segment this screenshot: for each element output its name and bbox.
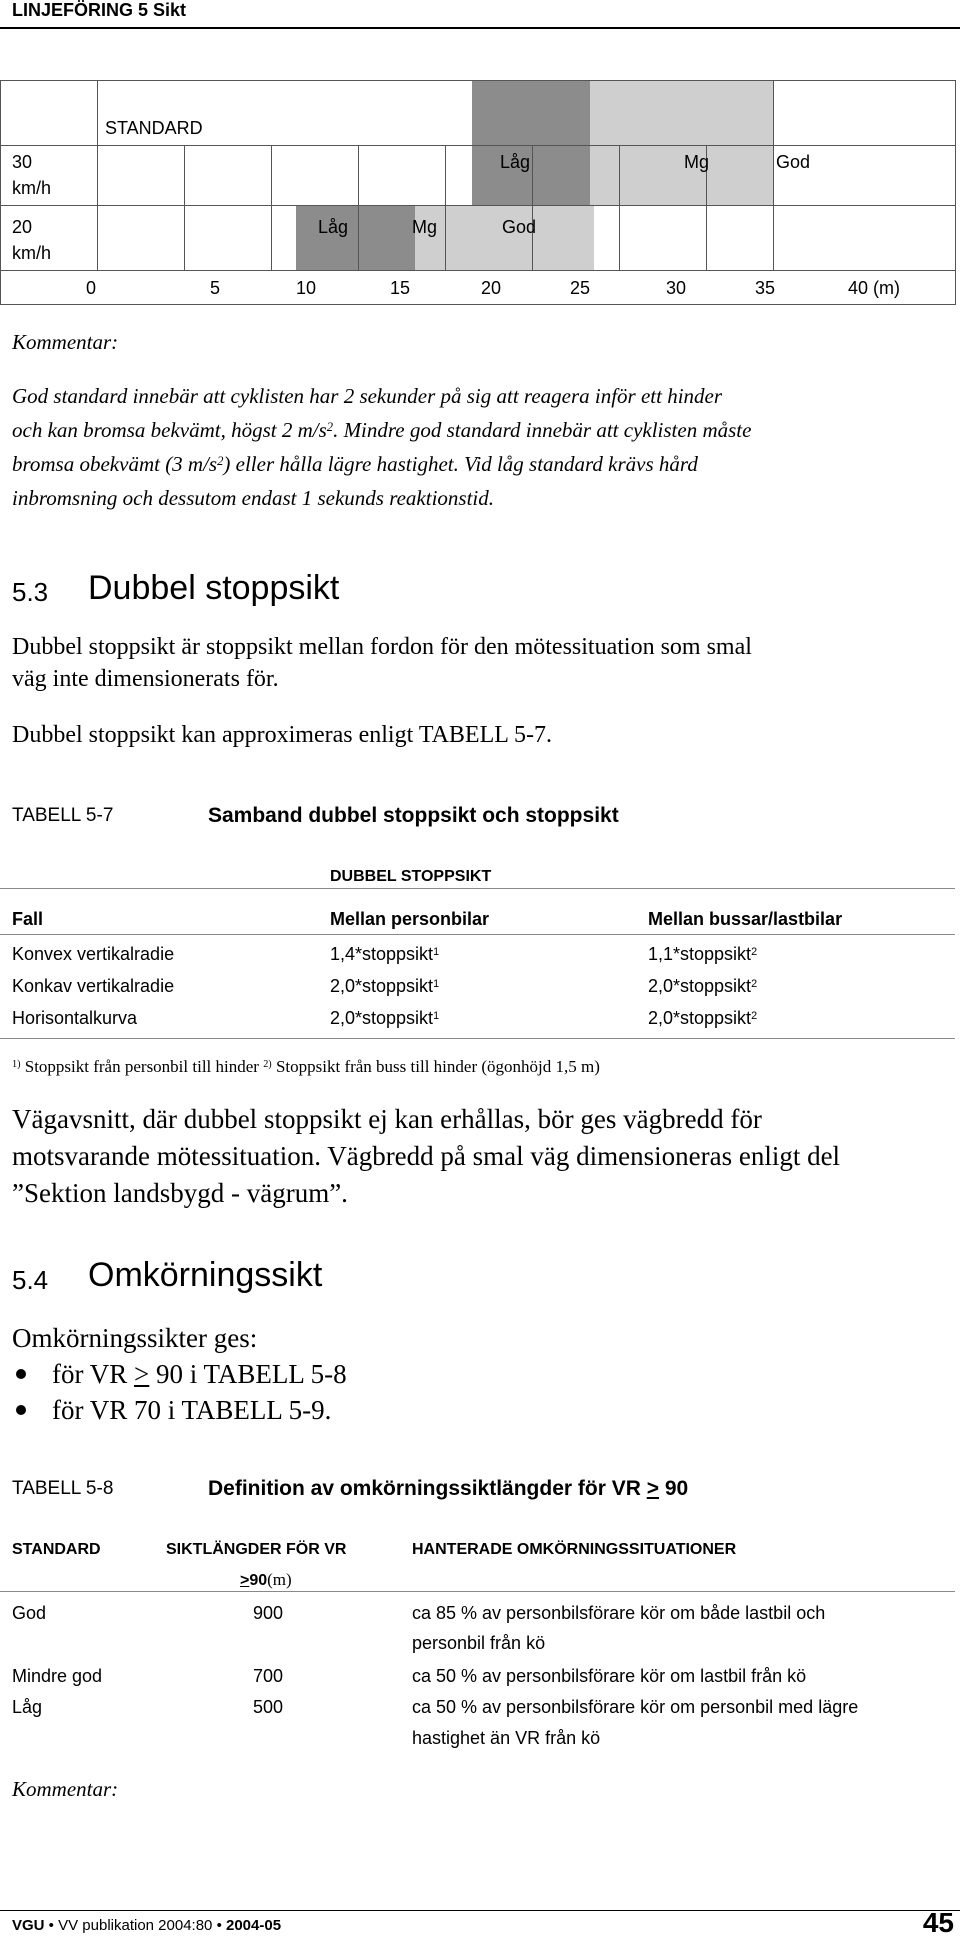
x-tick: 20 [481,278,502,298]
table-cell: 1,4*stoppsikt$^1$ [330,944,440,964]
x-tick: 35 [755,278,776,298]
table-cell: 2,0*stoppsikt$^1$ [330,976,440,996]
footer-rule [0,1910,960,1911]
label-mg: Mg [412,217,438,237]
column-header: >90(m) [240,1570,292,1589]
table-title: Definition av omkörningssiktlängder för VR > 90 [208,1477,689,1500]
paragraph: motsvarande mötessituation. Vägbredd på smal väg dimensioneras enligt del [12,1141,841,1171]
label-mg: Mg [684,152,710,172]
stop-sight-standard-chart [0,80,955,305]
comment-line: bromsa obekvämt (3 $m/s^2$) eller hålla lägre hastighet. Vid låg standard krävs hård [12,452,698,476]
table-cell: 2,0*stoppsikt$^2$ [648,1008,758,1028]
table-cell: 500 [253,1697,284,1717]
chart-standard-label: STANDARD [105,118,203,138]
section-title: Dubbel stoppsikt [88,569,340,607]
x-tick: 10 [296,278,317,298]
table-title: Samband dubbel stoppsikt och stoppsikt [208,804,619,827]
label-lag: Låg [318,217,349,237]
chart-cell-20-lag [296,205,415,270]
comment-line: inbromsning och dessutom endast 1 sekunds reaktionstid. [12,486,494,510]
column-header: HANTERADE OMKÖRNINGSSITUATIONER [412,1541,737,1558]
table-footnote: $^{1)}$ Stoppsikt från personbil till hinder $^{2)}$ Stoppsikt från buss till hinder (ögonhöjd 1,5 m) [12,1057,600,1076]
column-header: Mellan bussar/lastbilar [648,909,843,929]
paragraph: väg inte dimensionerats för. [12,666,279,692]
header-rule [0,27,960,29]
section-title: Omkörningssikt [88,1256,323,1294]
table-cell: Konkav vertikalradie [12,976,175,996]
x-tick: 0 [86,278,97,298]
paragraph: Dubbel stoppsikt är stoppsikt mellan fordon för den mötessituation som smal [12,634,752,660]
row-speed-unit: km/h [12,243,52,263]
comment-label: Kommentar: [12,330,119,354]
column-header: STANDARD [12,1541,101,1558]
x-tick: 30 [666,278,687,298]
bullet-icon [16,1369,26,1379]
table-cell: Konvex vertikalradie [12,944,175,964]
table-cell: ca 50 % av personbilsförare kör om lastbil från kö [412,1666,807,1686]
table-caption: TABELL 5-8 [12,1478,114,1499]
table-cell: ca 85 % av personbilsförare kör om både lastbil och [412,1603,826,1623]
section-number: 5.3 [12,577,49,607]
chart-cell-30-mg [590,80,773,205]
table-cell: Mindre god [12,1666,103,1686]
paragraph: Omkörningssikter ges: [12,1323,258,1353]
bullet-icon [16,1405,26,1415]
table-cell: Horisontalkurva [12,1008,138,1028]
table-cell: ca 50 % av personbilsförare kör om personbil med lägre [412,1697,859,1717]
table-cell: 900 [253,1603,284,1623]
column-header: SIKTLÄNGDER FÖR VR [166,1541,347,1558]
table-group-header: DUBBEL STOPPSIKT [330,868,492,885]
page-number: 45 [922,1907,954,1938]
bullet-item: för VR 70 i TABELL 5-9. [52,1395,332,1425]
table-cell: hastighet än VR från kö [412,1728,601,1748]
x-tick: 15 [390,278,411,298]
table-cell: God [12,1603,47,1623]
table-cell: 2,0*stoppsikt$^1$ [330,1008,440,1028]
paragraph: Vägavsnitt, där dubbel stoppsikt ej kan erhållas, bör ges vägbredd för [12,1104,762,1134]
table-cell: 1,1*stoppsikt$^2$ [648,944,758,964]
column-header: Fall [12,909,44,929]
table-caption: TABELL 5-7 [12,805,114,826]
table-cell: Låg [12,1697,43,1717]
section-number: 5.4 [12,1265,49,1295]
row-speed: 30 [12,152,33,172]
column-header: Mellan personbilar [330,909,490,929]
label-lag: Låg [500,152,531,172]
comment-line: God standard innebär att cyklisten har 2 sekunder på sig att reagera inför ett hinder [12,384,723,408]
row-speed: 20 [12,217,33,237]
paragraph: ”Sektion landsbygd - vägrum”. [12,1178,348,1208]
footer-publication: VGU • VV publikation 2004:80 • 2004-05 [12,1917,282,1934]
label-god: God [502,217,537,237]
comment-label: Kommentar: [12,1777,119,1801]
x-tick: 25 [570,278,591,298]
table-cell: 700 [253,1666,284,1686]
bullet-item: för VR > 90 i TABELL 5-8 [52,1359,347,1389]
table-cell: 2,0*stoppsikt$^2$ [648,976,758,996]
comment-line: och kan bromsa bekvämt, högst 2 $m/s^2$. Mindre god standard innebär att cyklisten måste [12,418,752,442]
x-tick: 40 (m) [848,278,901,298]
running-header: LINJEFÖRING 5 Sikt [12,0,187,20]
row-speed-unit: km/h [12,178,52,198]
table-cell: personbil från kö [412,1633,546,1653]
paragraph: Dubbel stoppsikt kan approximeras enligt TABELL 5-7. [12,722,552,748]
label-god: God [776,152,811,172]
x-tick: 5 [210,278,221,298]
chart-cell-30-lag [472,80,590,205]
